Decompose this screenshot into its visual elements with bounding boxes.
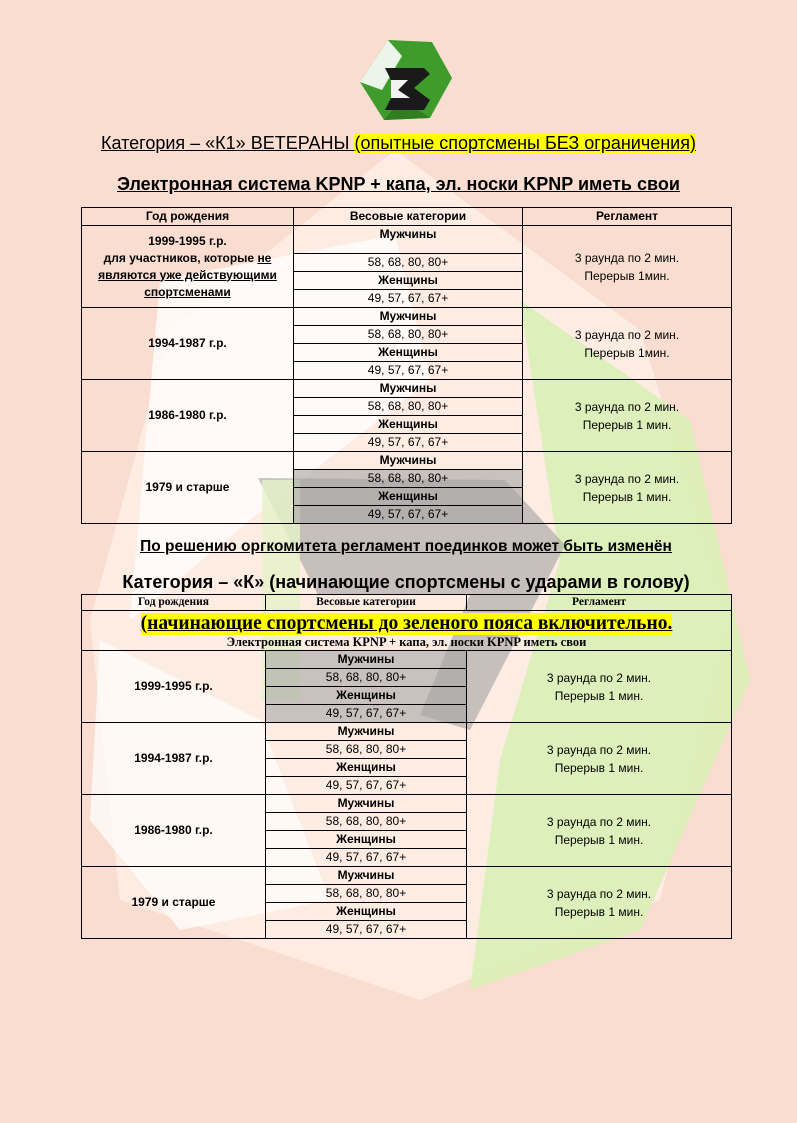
year-note	[82, 250, 293, 301]
veterans-table	[81, 207, 732, 524]
year-cell: 1986-1980 г.р.	[82, 795, 266, 867]
rules-line2: Перерыв 1 мин.	[582, 417, 672, 432]
rules-cell	[467, 867, 732, 939]
year-note-prefix: для участников, которые	[103, 250, 258, 265]
rules-line1: 3 раунда по 2 мин.	[574, 327, 680, 342]
banner-highlight: (начинающие спортсмены до зеленого пояса включительно.	[140, 612, 673, 634]
rules-line2: Перерыв 1 мин.	[554, 688, 644, 703]
rules-line1: 3 раунда по 2 мин.	[546, 814, 652, 829]
banner-cell	[82, 611, 732, 651]
men-weights: 58, 68, 80, 80+	[294, 326, 523, 344]
header-weights: Весовые категории	[266, 595, 467, 611]
men-label: Мужчины	[266, 651, 467, 669]
women-label: Женщины	[294, 416, 523, 434]
women-label: Женщины	[266, 903, 467, 921]
men-label: Мужчины	[294, 380, 523, 398]
year-cell: 1979 и старше	[82, 867, 266, 939]
men-weights: 58, 68, 80, 80+	[294, 254, 523, 272]
organizer-note: По решению оргкомитета регламент поединков может быть изменён	[140, 538, 672, 555]
men-label: Мужчины	[294, 308, 523, 326]
table-row	[82, 867, 732, 885]
women-label: Женщины	[294, 272, 523, 290]
women-weights: 49, 57, 67, 67+	[266, 921, 467, 939]
header-weights: Весовые категории	[294, 208, 523, 226]
men-weights: 58, 68, 80, 80+	[294, 470, 523, 488]
women-weights: 49, 57, 67, 67+	[294, 434, 523, 452]
year-cell: 1986-1980 г.р.	[82, 380, 294, 452]
rules-line2: Перерыв 1 мин.	[554, 832, 644, 847]
rules-cell	[467, 795, 732, 867]
header-rules: Регламент	[523, 208, 732, 226]
section1-subtitle: Электронная система KPNP + капа, эл. носки KPNP иметь свои	[117, 174, 680, 194]
women-label: Женщины	[294, 488, 523, 506]
table-row	[82, 795, 732, 813]
table-row	[82, 651, 732, 669]
table-row	[82, 308, 732, 326]
table-row	[82, 380, 732, 398]
rules-line1: 3 раунда по 2 мин.	[546, 742, 652, 757]
table-header-row	[82, 208, 732, 226]
rules-cell	[523, 226, 732, 308]
banner-row	[82, 611, 732, 651]
men-weights: 58, 68, 80, 80+	[266, 813, 467, 831]
women-weights: 49, 57, 67, 67+	[294, 506, 523, 524]
section2-title: Категория – «К» (начинающие спортсмены с ударами в голову)	[122, 572, 690, 592]
rules-line1: 3 раунда по 2 мин.	[574, 471, 680, 486]
section1-title-plain: Категория – «К1» ВЕТЕРАНЫ	[101, 133, 355, 153]
women-label: Женщины	[266, 687, 467, 705]
section1-title	[0, 133, 797, 154]
rules-line2: Перерыв 1 мин.	[554, 760, 644, 775]
women-label: Женщины	[294, 344, 523, 362]
women-weights: 49, 57, 67, 67+	[266, 777, 467, 795]
men-label: Мужчины	[266, 795, 467, 813]
men-label: Мужчины	[294, 452, 523, 470]
men-weights: 58, 68, 80, 80+	[266, 669, 467, 687]
rules-line1: 3 раунда по 2 мин.	[574, 250, 680, 265]
rules-line2: Перерыв 1мин.	[584, 345, 670, 360]
header-year: Год рождения	[82, 208, 294, 226]
rules-cell	[523, 308, 732, 380]
header-rules: Регламент	[467, 595, 732, 611]
rules-line1: 3 раунда по 2 мин.	[546, 670, 652, 685]
rules-line2: Перерыв 1мин.	[584, 268, 670, 283]
year-cell: 1994-1987 г.р.	[82, 723, 266, 795]
rules-cell	[467, 723, 732, 795]
logo-hexagon-3-icon	[358, 38, 454, 122]
table-row	[82, 723, 732, 741]
rules-cell	[467, 651, 732, 723]
year-cell: 1999-1995 г.р.	[82, 651, 266, 723]
rules-cell	[523, 452, 732, 524]
rules-line1: 3 раунда по 2 мин.	[574, 399, 680, 414]
women-label: Женщины	[266, 759, 467, 777]
women-weights: 49, 57, 67, 67+	[294, 362, 523, 380]
men-label: Мужчины	[266, 867, 467, 885]
women-label: Женщины	[266, 831, 467, 849]
table-header-row	[82, 595, 732, 611]
men-label: Мужчины	[266, 723, 467, 741]
men-weights: 58, 68, 80, 80+	[266, 741, 467, 759]
men-label: Мужчины	[294, 226, 523, 254]
header-year: Год рождения	[82, 595, 266, 611]
men-weights: 58, 68, 80, 80+	[266, 885, 467, 903]
table-row	[82, 452, 732, 470]
rules-line1: 3 раунда по 2 мин.	[546, 886, 652, 901]
rules-cell	[523, 380, 732, 452]
section1-title-highlight: (опытные спортсмены БЕЗ ограничения)	[354, 133, 696, 153]
women-weights: 49, 57, 67, 67+	[266, 849, 467, 867]
banner-subtitle: Электронная система KPNP + капа, эл. носки KPNP иметь свои	[226, 634, 587, 649]
women-weights: 49, 57, 67, 67+	[266, 705, 467, 723]
men-weights: 58, 68, 80, 80+	[294, 398, 523, 416]
year-label: 1999-1995 г.р.	[148, 233, 227, 248]
year-cell: 1994-1987 г.р.	[82, 308, 294, 380]
beginners-table	[81, 594, 732, 939]
rules-line2: Перерыв 1 мин.	[554, 904, 644, 919]
table-row	[82, 226, 732, 254]
year-note-underlined: не являются уже действующими спортсменами	[98, 250, 277, 299]
rules-line2: Перерыв 1 мин.	[582, 489, 672, 504]
women-weights: 49, 57, 67, 67+	[294, 290, 523, 308]
year-cell: 1979 и старше	[82, 452, 294, 524]
year-cell	[82, 226, 294, 308]
